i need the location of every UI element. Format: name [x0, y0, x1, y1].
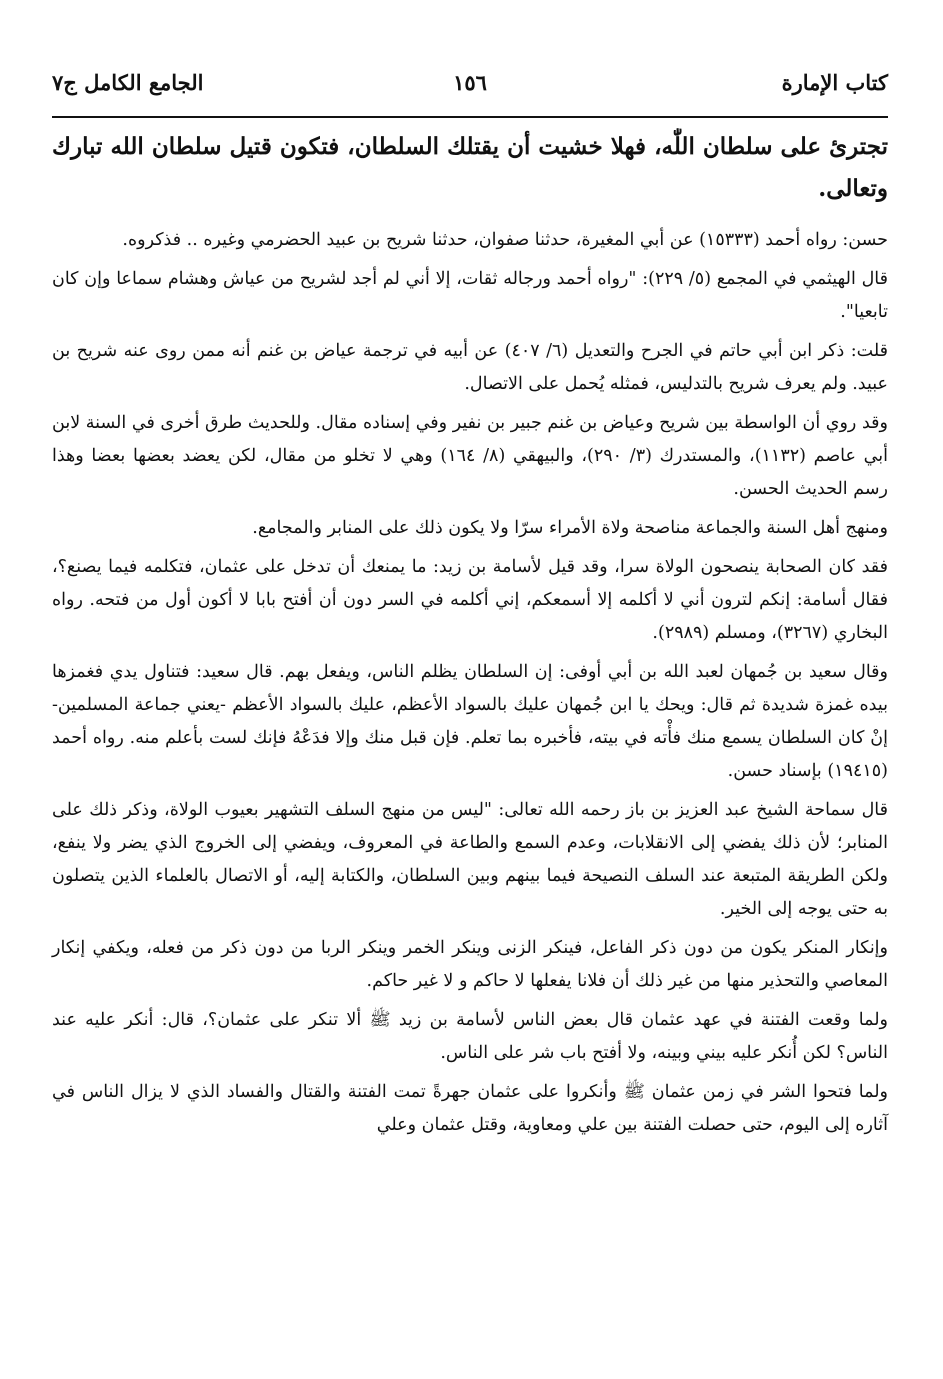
paragraph: قال سماحة الشيخ عبد العزيز بن باز رحمه الله تعالى: "ليس من منهج السلف التشهير بعيوب الولاة، وذكر ذلك على المنابر؛ لأن ذلك يفضي إلى الانقلابات، وعدم السمع والطاعة في المعروف، ويفضي إلى الخروج الذي يضر ولا ينفع، ولكن الطريقة المتبعة عند السلف النصيحة فيما بينهم وبين السلطان، والكتابة إليه، أو الاتصال بالعلماء الذين يتصلون به حتى يوجه إلى الخير.: [52, 800, 888, 919]
hadith-text: تجترئ على سلطان اللّٰه، فهلا خشيت أن يقتلك السلطان، فتكون قتيل سلطان الله تبارك وتعالى.: [52, 133, 888, 202]
paragraph: قال الهيثمي في المجمع (٥/ ٢٢٩): "رواه أحمد ورجاله ثقات، إلا أني لم أجد لشريح من عياش وهشام سماعا وإن كان تابعيا".: [52, 269, 888, 322]
paragraph: ولما فتحوا الشر في زمن عثمان ﷺ وأنكروا على عثمان جهرةً تمت الفتنة والقتال والفساد الذي لا يزال الناس في آثاره إلى اليوم، حتى حصلت الفتنة بين علي ومعاوية، وقتل عثمان وعلي: [52, 1082, 888, 1135]
paragraph: وقد روي أن الواسطة بين شريح وعياض بن غنم جبير بن نفير وفي إسناده مقال. وللحديث طرق أخرى في السنة لابن أبي عاصم (١١٣٢)، والمستدرك (٣/ ٢٩٠)، والبيهقي (٨/ ١٦٤) وهي لا تخلو من مقال، لكن يعضد بعضها بعضا وهذا رسم الحديث الحسن.: [52, 413, 888, 499]
running-head-section: كتاب الإمارة: [781, 70, 888, 95]
paragraph: ولما وقعت الفتنة في عهد عثمان قال بعض الناس لأسامة بن زيد ﷺ ألا تنكر على عثمان؟، قال: أنكر عليه عند الناس؟ لكن أُنكر عليه بيني وبينه، ولا أفتح باب شر على الناس.: [52, 1010, 888, 1063]
running-head-title: الجامع الكامل ج٧: [52, 70, 204, 95]
paragraph: ومنهج أهل السنة والجماعة مناصحة ولاة الأمراء سرّا ولا يكون ذلك على المنابر والمجامع.: [252, 518, 888, 538]
book-page: [52, 58, 888, 1148]
paragraph: وقال سعيد بن جُمهان لعبد الله بن أبي أوفى: إن السلطان يظلم الناس، ويفعل بهم. قال سعيد: فتناول يدي فغمزها بيده غمزة شديدة ثم قال: ويحك يا ابن جُمهان عليك بالسواد الأعظم، عليك بالسواد الأعظم -يعني جماعة المسلمين- إنْ كان السلطان يسمع منك فأْته في بيته، فأخبره بما تعلم. فإن قبل منك وإلا فدَعْهُ فإنك لست بأعلم منه. رواه أحمد (١٩٤١٥) بإسناد حسن.: [52, 662, 888, 781]
paragraph: قلت: ذكر ابن أبي حاتم في الجرح والتعديل (٦/ ٤٠٧) عن أبيه في ترجمة عياض بن غنم أنه ممن روى عنه شريح بن عبيد. ولم يعرف شريح بالتدليس، فمثله يُحمل على الاتصال.: [52, 341, 888, 394]
paragraph: فقد كان الصحابة ينصحون الولاة سرا، وقد قيل لأسامة بن زيد: ما يمنعك أن تدخل على عثمان، فتكلمه فيما يصنع؟، فقال أسامة: إنكم لترون أني لا أكلمه إلا أسمعكم، إني أكلمه في السر دون أن أفتح بابا لا أكون أول من فتحه. رواه البخاري (٣٢٦٧)، ومسلم (٢٩٨٩).: [52, 557, 888, 643]
paragraph: وإنكار المنكر يكون من دون ذكر الفاعل، فينكر الزنى وينكر الخمر وينكر الربا من دون ذكر من فعله، ويكفي إنكار المعاصي والتحذير منها من غير ذلك أن فلانا يفعلها لا حاكم و لا غير حاكم.: [52, 938, 888, 991]
page-header: [52, 58, 888, 118]
page-body: [52, 126, 888, 1142]
page-number: ١٥٦: [453, 70, 487, 95]
paragraph: حسن: رواه أحمد (١٥٣٣٣) عن أبي المغيرة، حدثنا صفوان، حدثنا شريح بن عبيد الحضرمي وغيره .. فذكروه.: [122, 230, 888, 250]
